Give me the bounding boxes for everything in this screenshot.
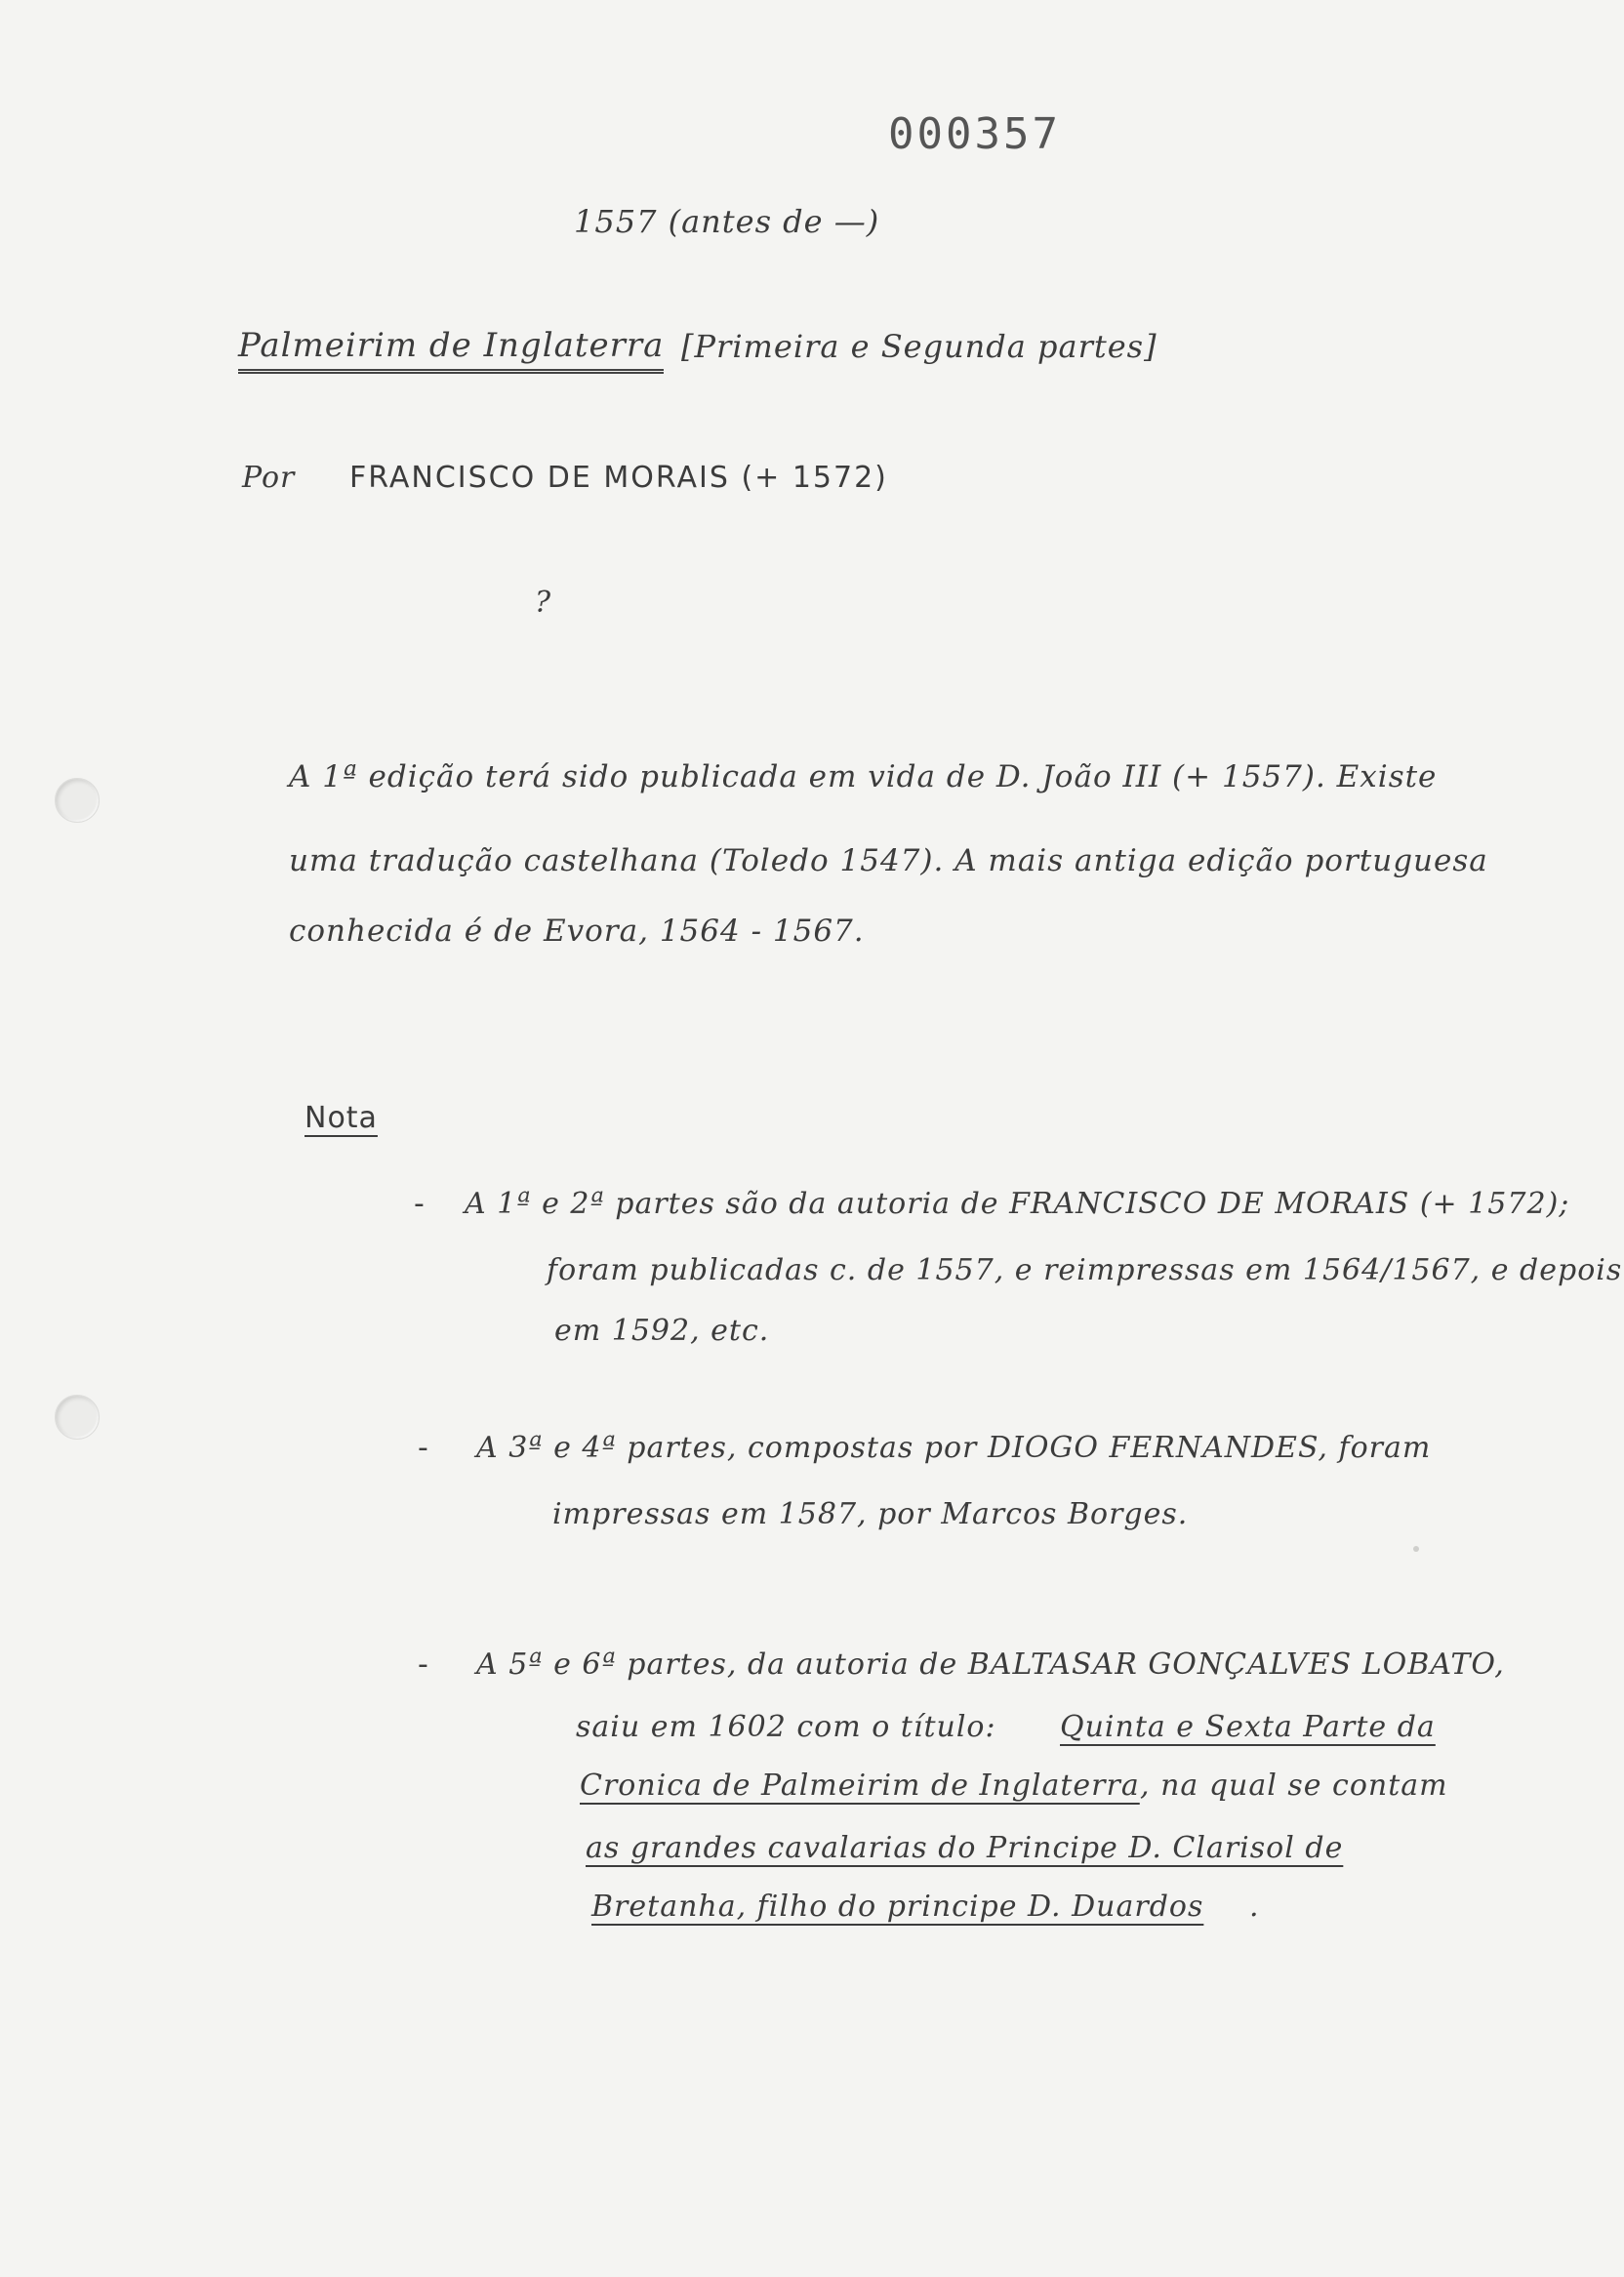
note-2-dash: -	[418, 1431, 428, 1465]
paragraph-line-3: conhecida é de Evora, 1564 - 1567.	[289, 914, 865, 949]
punch-hole-top	[55, 778, 100, 823]
punch-hole-bottom	[55, 1395, 100, 1440]
document-subtitle: [Primeira e Segunda partes]	[681, 328, 1157, 365]
note-2-line-1: A 3ª e 4ª partes, compostas por DIOGO FERNANDES, foram	[476, 1431, 1432, 1465]
author-name: FRANCISCO DE MORAIS (+ 1572)	[349, 461, 888, 495]
paragraph-line-2: uma tradução castelhana (Toledo 1547). A mais antiga edição portuguesa	[289, 843, 1488, 878]
note-1-line-1: A 1ª e 2ª partes são da autoria de FRANCISCO DE MORAIS (+ 1572);	[465, 1187, 1570, 1221]
note-2-line-2: impressas em 1587, por Marcos Borges.	[552, 1497, 1189, 1531]
note-3-line-5-title: Bretanha, filho do principe D. Duardos	[591, 1890, 1204, 1924]
paper-speck	[1413, 1546, 1419, 1552]
nota-heading: Nota	[304, 1101, 378, 1135]
question-mark: ?	[535, 586, 552, 620]
by-label: Por	[242, 461, 296, 495]
note-3-line-1: A 5ª e 6ª partes, da autoria de BALTASAR GONÇALVES LOBATO,	[476, 1647, 1505, 1682]
document-title: Palmeirim de Inglaterra	[238, 326, 664, 374]
note-1-dash: -	[414, 1187, 425, 1221]
paragraph-line-1: A 1ª edição terá sido publicada em vida de D. João III (+ 1557). Existe	[289, 759, 1438, 794]
note-1-line-3: em 1592, etc.	[554, 1314, 770, 1348]
note-3-line-2-title: Quinta e Sexta Parte da	[1060, 1710, 1436, 1744]
date-line: 1557 (antes de —)	[574, 203, 880, 240]
note-3-line-4-title: as grandes cavalarias do Principe D. Clarisol de	[586, 1831, 1344, 1865]
archive-stamp-number: 000357	[888, 109, 1061, 159]
note-3-line-5-plain: .	[1249, 1890, 1260, 1924]
note-3-line-3-plain: , na qual se contam	[1140, 1769, 1448, 1803]
note-3-line-2-plain: saiu em 1602 com o título:	[576, 1710, 996, 1744]
note-1-line-2: foram publicadas c. de 1557, e reimpressas em 1564/1567, e depois	[547, 1253, 1623, 1287]
note-3-line-3-title: Cronica de Palmeirim de Inglaterra	[580, 1769, 1140, 1803]
note-3-dash: -	[418, 1647, 428, 1682]
